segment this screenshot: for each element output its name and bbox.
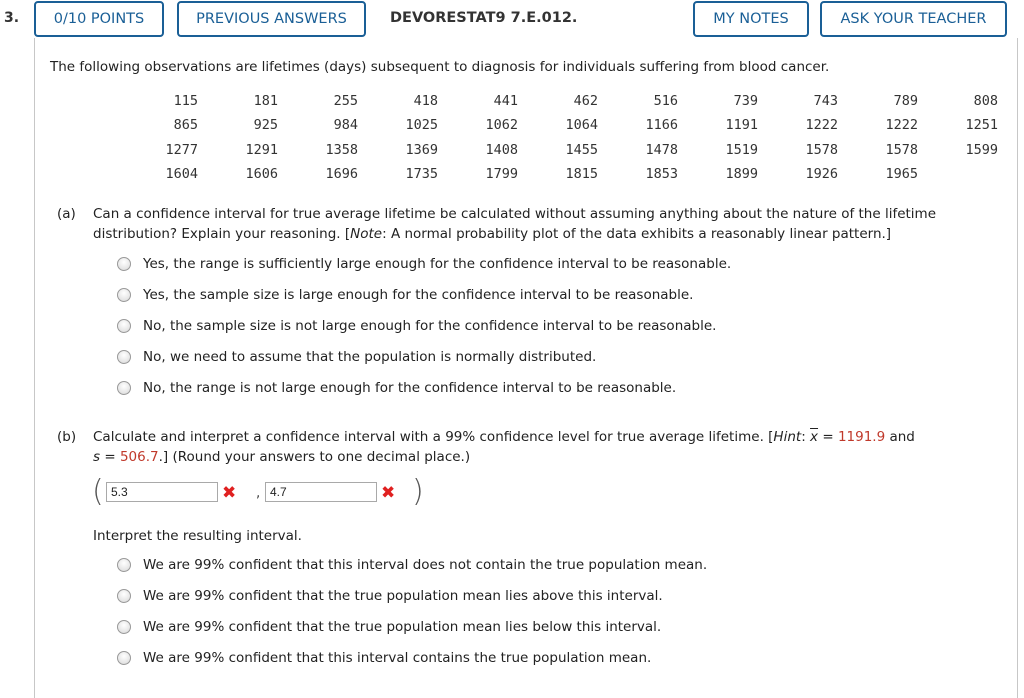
option-label: No, we need to assume that the population is normally distributed.: [143, 349, 597, 365]
data-cell: 925: [253, 117, 278, 133]
data-cell: 1455: [565, 142, 598, 158]
incorrect-icon: ✖: [381, 483, 396, 503]
data-cell: 462: [573, 93, 598, 109]
data-cell: 1064: [565, 117, 598, 133]
radio-button[interactable]: [117, 350, 131, 364]
previous-answers-button[interactable]: PREVIOUS ANSWERS: [177, 1, 366, 37]
data-cell: 865: [173, 117, 198, 133]
radio-button[interactable]: [117, 319, 131, 333]
part-a-question: [93, 204, 936, 244]
data-cell: 1478: [645, 142, 678, 158]
data-cell: 1358: [325, 142, 358, 158]
data-cell: 441: [493, 93, 518, 109]
data-cell: 1025: [405, 117, 438, 133]
part-b-option-1[interactable]: [117, 555, 707, 575]
option-label: We are 99% confident that the true population mean lies below this interval.: [143, 619, 662, 635]
xbar-symbol: $\overline{x}$: [810, 429, 819, 445]
data-cell: 1965: [885, 166, 918, 182]
my-notes-button[interactable]: MY NOTES: [693, 1, 809, 37]
part-a-option-5[interactable]: [117, 378, 676, 398]
part-b-label: (b): [57, 429, 77, 445]
option-label: We are 99% confident that this interval does not contain the true population mean.: [143, 557, 708, 573]
part-b-option-4[interactable]: [117, 648, 651, 668]
data-cell: 516: [653, 93, 678, 109]
data-cell: 743: [813, 93, 838, 109]
data-cell: 1519: [725, 142, 758, 158]
radio-button[interactable]: [117, 288, 131, 302]
data-cell: 1062: [485, 117, 518, 133]
data-cell: 1369: [405, 142, 438, 158]
data-cell: 1291: [245, 142, 278, 158]
data-cell: 1899: [725, 166, 758, 182]
data-cell: 739: [733, 93, 758, 109]
data-cell: 1815: [565, 166, 598, 182]
option-label: No, the range is not large enough for the confidence interval to be reasonable.: [143, 380, 677, 396]
radio-button[interactable]: [117, 381, 131, 395]
part-b-line1-pre: Calculate and interpret a confidence interval with a 99% confidence level for true average lifetime. [: [93, 429, 774, 445]
radio-button[interactable]: [117, 558, 131, 572]
part-b-line1-post: and: [885, 429, 915, 445]
equals-sign: =: [100, 449, 120, 465]
radio-button[interactable]: [117, 651, 131, 665]
ask-teacher-button[interactable]: ASK YOUR TEACHER: [820, 1, 1007, 37]
data-cell: 1578: [885, 142, 918, 158]
part-b-option-2[interactable]: [117, 586, 663, 606]
question-id: DEVORESTAT9 7.E.012.: [390, 10, 578, 26]
radio-button[interactable]: [117, 257, 131, 271]
data-cell: 1222: [885, 117, 918, 133]
data-cell: 115: [173, 93, 198, 109]
data-cell: 1191: [725, 117, 758, 133]
part-a-label: (a): [57, 206, 76, 222]
data-cell: 1166: [645, 117, 678, 133]
comma: ,: [256, 485, 261, 501]
radio-button[interactable]: [117, 620, 131, 634]
xbar-value: 1191.9: [837, 429, 886, 445]
upper-bound-input[interactable]: [265, 482, 377, 502]
equals-sign: =: [818, 429, 838, 445]
question-prompt: The following observations are lifetimes (days) subsequent to diagnosis for individuals suffering from blood cancer.: [50, 59, 830, 75]
option-label: We are 99% confident that this interval contains the true population mean.: [143, 650, 652, 666]
option-label: Yes, the sample size is large enough for the confidence interval to be reasonable.: [143, 287, 694, 303]
open-paren: (: [92, 474, 104, 509]
option-label: No, the sample size is not large enough for the confidence interval to be reasonable.: [143, 318, 717, 334]
radio-button[interactable]: [117, 589, 131, 603]
data-cell: 1251: [965, 117, 998, 133]
close-paren: ): [412, 474, 424, 509]
s-value: 506.7: [119, 449, 159, 465]
data-cell: 1926: [805, 166, 838, 182]
part-b-question: [93, 427, 915, 467]
data-cell: 1277: [165, 142, 198, 158]
part-b-option-3[interactable]: [117, 617, 661, 637]
part-a-question-line2-post: : A normal probability plot of the data exhibits a reasonably linear pattern.]: [382, 226, 892, 242]
data-cell: 1578: [805, 142, 838, 158]
option-label: Yes, the range is sufficiently large enough for the confidence interval to be reasonable.: [143, 256, 732, 272]
data-cell: 808: [973, 93, 998, 109]
incorrect-icon: ✖: [222, 483, 237, 503]
data-cell: 1606: [245, 166, 278, 182]
data-cell: 1853: [645, 166, 678, 182]
s-symbol: s: [93, 449, 101, 465]
note-word: Note: [350, 226, 383, 242]
data-cell: 181: [253, 93, 278, 109]
part-b-line2-post: .] (Round your answers to one decimal place.): [158, 449, 471, 465]
part-a-option-4[interactable]: [117, 347, 596, 367]
hint-word: Hint: [773, 429, 802, 445]
data-cell: 789: [893, 93, 918, 109]
points-button[interactable]: 0/10 POINTS: [34, 1, 164, 37]
data-cell: 1599: [965, 142, 998, 158]
part-a-question-line1: Can a confidence interval for true average lifetime be calculated without assuming anything about the nature of the lifetime: [93, 206, 937, 222]
data-cell: 1222: [805, 117, 838, 133]
data-cell: 984: [333, 117, 358, 133]
part-a-question-line2-pre: distribution? Explain your reasoning. [: [93, 226, 351, 242]
part-a-option-1[interactable]: [117, 254, 731, 274]
lower-bound-input[interactable]: [106, 482, 218, 502]
data-cell: 1799: [485, 166, 518, 182]
data-cell: 418: [413, 93, 438, 109]
data-cell: 1604: [165, 166, 198, 182]
interpret-prompt: Interpret the resulting interval.: [93, 528, 302, 544]
part-a-option-2[interactable]: [117, 285, 693, 305]
data-cell: 255: [333, 93, 358, 109]
hint-colon: :: [801, 429, 811, 445]
part-a-option-3[interactable]: [117, 316, 716, 336]
option-label: We are 99% confident that the true population mean lies above this interval.: [143, 588, 663, 604]
data-cell: 1735: [405, 166, 438, 182]
data-cell: 1408: [485, 142, 518, 158]
data-cell: 1696: [325, 166, 358, 182]
question-number: 3.: [4, 10, 20, 26]
